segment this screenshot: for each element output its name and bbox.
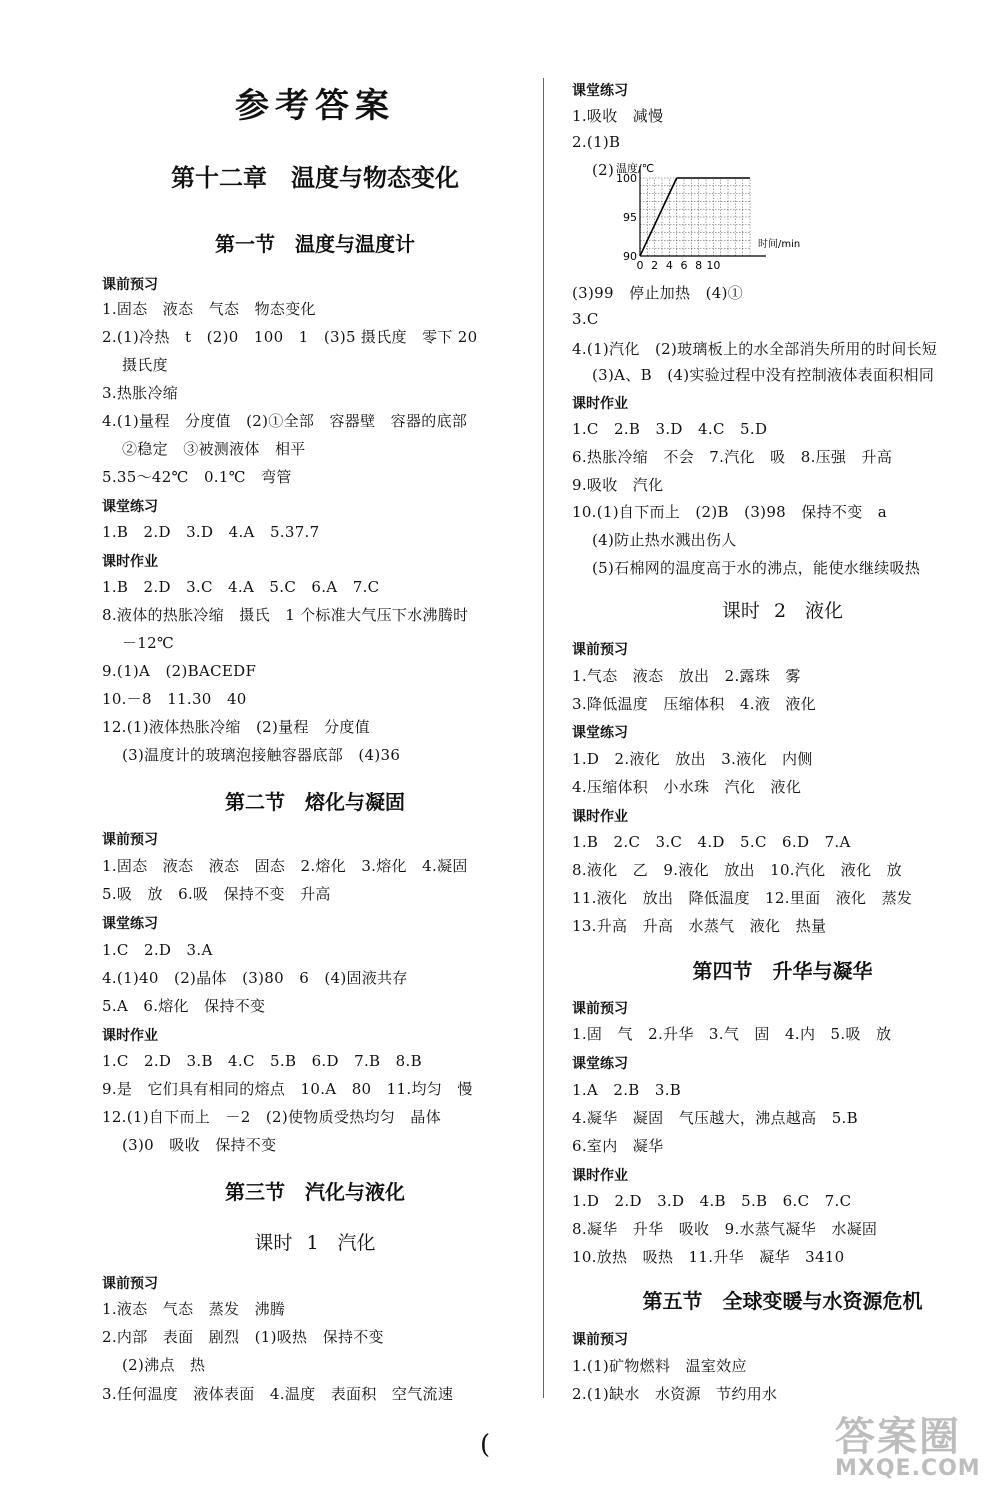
answer-line: 8.液体的热胀冷缩 摄氏 1 个标准大气压下水沸腾时 <box>102 606 469 624</box>
answer-line: (4)防止热水溅出伤人 <box>592 531 737 549</box>
answer-line: 3.任何温度 液体表面 4.温度 表面积 空气流速 <box>102 1385 454 1403</box>
section-heading: 课前预习 <box>102 1276 158 1292</box>
section-title: 第二节 熔化与凝固 <box>225 790 405 814</box>
answer-line: 摄氏度 <box>122 356 168 374</box>
page-mark: ( <box>480 1430 491 1460</box>
watermark-url: MXQE.COM <box>835 1456 981 1481</box>
section-heading: 课时作业 <box>102 554 158 570</box>
answer-line: 6.室内 凝华 <box>572 1137 664 1155</box>
y-tick-label: 100 <box>616 172 637 185</box>
watermark-logo <box>835 1405 981 1481</box>
answer-line: 1.吸收 减慢 <box>572 107 664 125</box>
answer-line: 1.A 2.B 3.B <box>572 1081 682 1099</box>
section-heading: 课前预习 <box>102 832 158 848</box>
section-heading: 课时作业 <box>572 1168 628 1184</box>
answer-line: 5.吸 放 6.吸 保持不变 升高 <box>102 885 331 903</box>
answer-line: 1.气态 液态 放出 2.露珠 雾 <box>572 667 801 685</box>
answer-line: 2.(1)冷热 t (2)0 100 1 (3)5 摄氏度 零下 20 <box>102 328 478 346</box>
answer-line: 3.C <box>572 310 599 328</box>
x-tick-label: 2 <box>651 259 659 272</box>
answer-line: 1.B 2.D 3.C 4.A 5.C 6.A 7.C <box>102 578 380 596</box>
answer-line: 1.液态 气态 蒸发 沸腾 <box>102 1300 286 1318</box>
answer-line: 1.C 2.D 3.B 4.C 5.B 6.D 7.B 8.B <box>102 1052 422 1070</box>
answer-line: 1.B 2.D 3.D 4.A 5.37.7 <box>102 523 320 541</box>
section-heading: 课堂练习 <box>572 725 628 741</box>
answer-line: 1.固态 液态 气态 物态变化 <box>102 300 316 318</box>
answer-line: (3)A、B (4)实验过程中没有控制液体表面积相同 <box>592 366 935 384</box>
answer-line: 9.吸收 汽化 <box>572 476 664 494</box>
answer-line: (2) <box>592 161 615 179</box>
y-tick-label: 95 <box>623 211 637 224</box>
section-heading: 课前预习 <box>102 277 158 293</box>
x-tick-label: 6 <box>680 259 688 272</box>
answer-line: 4.(1)40 (2)晶体 (3)80 6 (4)固液共存 <box>102 969 408 987</box>
y-axis-label: 温度/℃ <box>616 162 655 175</box>
section-heading: 课前预习 <box>572 1001 628 1017</box>
chart-axes <box>640 166 766 256</box>
answer-line: (5)石棉网的温度高于水的沸点，能使水继续吸热 <box>592 559 921 577</box>
chapter-title: 第十二章 温度与物态变化 <box>171 164 459 192</box>
watermark-text: 答案圈 <box>835 1414 961 1460</box>
answer-line: 1.C 2.B 3.D 4.C 5.D <box>572 420 768 438</box>
section-heading: 课堂练习 <box>572 1056 628 1072</box>
answer-line: 1.B 2.C 3.C 4.D 5.C 6.D 7.A <box>572 833 851 851</box>
chart-grid <box>640 178 750 256</box>
answer-line: (2)沸点 热 <box>122 1356 206 1374</box>
y-tick-label: 90 <box>623 250 637 263</box>
answer-line: 3.降低温度 压缩体积 4.液 液化 <box>572 695 817 713</box>
answer-line: 1.D 2.液化 放出 3.液化 内侧 <box>572 750 813 768</box>
answer-line: 4.压缩体积 小水珠 汽化 液化 <box>572 778 802 796</box>
answer-line: 4.凝华 凝固 气压越大，沸点越高 5.B <box>572 1109 858 1127</box>
answer-line: 1.固 气 2.升华 3.气 固 4.内 5.吸 放 <box>572 1025 892 1043</box>
section-title: 第四节 升华与凝华 <box>692 959 873 983</box>
answer-line: 11.液化 放出 降低温度 12.里面 液化 蒸发 <box>572 889 913 907</box>
x-tick-label: 8 <box>695 259 703 272</box>
answer-line: 10.－8 11.30 40 <box>102 690 247 708</box>
answer-line: 2.(1)缺水 水资源 节约用水 <box>572 1385 778 1403</box>
column-divider <box>543 78 544 1398</box>
answer-line: 1.(1)矿物燃料 温室效应 <box>572 1357 747 1375</box>
answer-line: 9.是 它们具有相同的熔点 10.A 80 11.均匀 慢 <box>102 1080 473 1098</box>
answer-line: 6.热胀冷缩 不会 7.汽化 吸 8.压强 升高 <box>572 448 893 466</box>
lesson-title: 课时 1 汽化 <box>254 1232 376 1254</box>
section-heading: 课堂练习 <box>102 916 158 932</box>
x-axis-label: 时间/min <box>758 239 801 250</box>
answer-line: 1.C 2.D 3.A <box>102 941 213 959</box>
answer-line: 5.A 6.熔化 保持不变 <box>102 997 266 1015</box>
answer-line: (3)0 吸收 保持不变 <box>122 1136 277 1154</box>
section-heading: 课时作业 <box>102 1028 158 1044</box>
answer-line: 12.(1)自下而上 －2 (2)使物质受热均匀 晶体 <box>102 1108 441 1126</box>
answer-line: 12.(1)液体热胀冷缩 (2)量程 分度值 <box>102 718 370 736</box>
answer-line: －12℃ <box>122 634 175 652</box>
answer-line: 9.(1)A (2)BACEDF <box>102 662 257 680</box>
answer-line: 10.放热 吸热 11.升华 凝华 3410 <box>572 1248 845 1266</box>
section-heading: 课前预习 <box>572 642 628 658</box>
answer-line: 1.固态 液态 液态 固态 2.熔化 3.熔化 4.凝固 <box>102 857 468 875</box>
section-title: 第五节 全球变暖与水资源危机 <box>642 1289 923 1313</box>
section-heading: 课前预习 <box>572 1332 628 1348</box>
answer-line: 2.(1)B <box>572 133 621 151</box>
answer-line: 13.升高 升高 水蒸气 液化 热量 <box>572 917 827 935</box>
lesson-title: 课时 2 液化 <box>721 600 844 622</box>
answer-line: ②稳定 ③被测液体 相平 <box>122 440 306 458</box>
x-tick-label: 4 <box>665 259 673 272</box>
section-title: 第一节 温度与温度计 <box>215 232 415 256</box>
temperature-time-chart <box>610 158 820 276</box>
section-title: 第三节 汽化与液化 <box>225 1180 405 1204</box>
answer-line: 8.液化 乙 9.液化 放出 10.汽化 液化 放 <box>572 861 902 879</box>
answer-line: 3.热胀冷缩 <box>102 384 179 402</box>
x-tick-label: 10 <box>706 259 721 272</box>
answer-line: 4.(1)量程 分度值 (2)①全部 容器壁 容器的底部 <box>102 412 468 430</box>
page-title: 参考答案 <box>235 86 395 126</box>
answer-line: 4.(1)汽化 (2)玻璃板上的水全部消失所用的时间长短 <box>572 340 938 358</box>
x-tick-label: 0 <box>636 259 644 272</box>
answer-line: 1.D 2.D 3.D 4.B 5.B 6.C 7.C <box>572 1192 852 1210</box>
answer-line: (3)温度计的玻璃泡接触容器底部 (4)36 <box>122 746 401 764</box>
section-heading: 课时作业 <box>572 809 628 825</box>
answer-line: 2.内部 表面 剧烈 (1)吸热 保持不变 <box>102 1328 384 1346</box>
chart-ticks <box>616 172 720 272</box>
section-heading: 课时作业 <box>572 396 628 412</box>
answer-line: (3)99 停止加热 (4)① <box>572 284 744 302</box>
answer-line: 8.凝华 升华 吸收 9.水蒸气凝华 水凝固 <box>572 1220 878 1238</box>
answer-line: 5.35～42℃ 0.1℃ 弯管 <box>102 468 292 486</box>
answer-line: 10.(1)自下而上 (2)B (3)98 保持不变 a <box>572 503 888 521</box>
section-heading: 课堂练习 <box>572 83 628 99</box>
section-heading: 课堂练习 <box>102 499 158 515</box>
